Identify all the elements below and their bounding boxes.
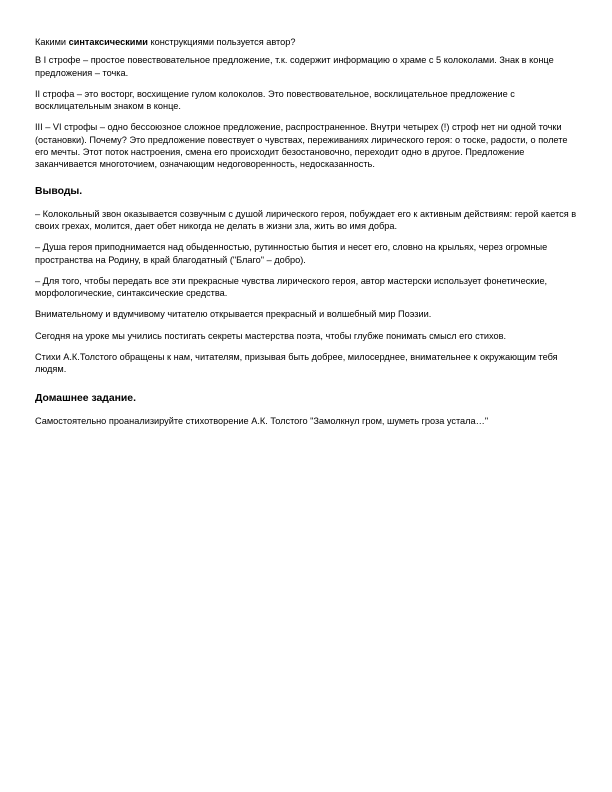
analysis-stanza-3-6: III – VI строфы – одно бессоюзное сложное предложение, распространенное. Внутри четырех (!) строф нет ни одной точки (остановки). Почему? Это предложение повествует о чувствах, переживаниях лирического героя: о тоске, радости, о полете его мечты. Этот поток настроения, смена его происходит безостановочно, переходит одно в другое. Предложение заканчивается многоточием, означающим недоговоренность, недосказанность. xyxy=(35,122,568,170)
conclusion-item: Стихи А.К.Толстого обращены к нам, читателям, призывая быть добрее, милосерднее, внимательнее к окружающим тебя людям. xyxy=(35,352,558,375)
conclusion-item: – Для того, чтобы передать все эти прекрасные чувства лирического героя, автор мастерски использует фонетические, морфологические, синтаксические средства. xyxy=(35,275,548,299)
question-text-after: конструкциями пользуется автор? xyxy=(147,37,296,47)
question-paragraph xyxy=(35,36,577,48)
conclusion-item: Внимательному и вдумчивому читателю открывается прекрасный и волшебный мир Поэзии. xyxy=(35,309,432,320)
question-bold-term: синтаксическими xyxy=(68,37,148,47)
analysis-stanza-1: В I строфе – простое повествовательное предложение, т.к. содержит информацию о храме с 5 колоколами. Знак в конце предложения – точка. xyxy=(35,55,554,78)
conclusion-item: Сегодня на уроке мы учились постигать секреты мастерства поэта, чтобы глубже понимать смысл его стихов. xyxy=(35,330,507,341)
homework-text: Самостоятельно проанализируйте стихотворение А.К. Толстого "Замолкнул гром, шуметь гроза устала…" xyxy=(35,415,489,426)
document-page xyxy=(35,36,577,436)
homework-heading: Домашнее задание. xyxy=(35,392,136,404)
question-text-before: Какими xyxy=(35,37,69,47)
conclusion-item: – Колокольный звон оказывается созвучным с душой лирического героя, побуждает его к активным действиям: герой кается в своих грехах, молится, дает обет никогда не делать в жизни зла, жить во имя добра. xyxy=(35,208,577,231)
conclusion-item: – Душа героя приподнимается над обыденностью, рутинностью бытия и несет его, словно на крыльях, через огромные пространства на Родину, в край благодатный ("Благо" – добро). xyxy=(35,242,548,265)
analysis-stanza-2: II строфа – это восторг, восхищение гулом колоколов. Это повествовательное, восклицательное предложение с восклицательным знаком в конце. xyxy=(35,88,515,112)
conclusions-heading: Выводы. xyxy=(35,185,83,197)
